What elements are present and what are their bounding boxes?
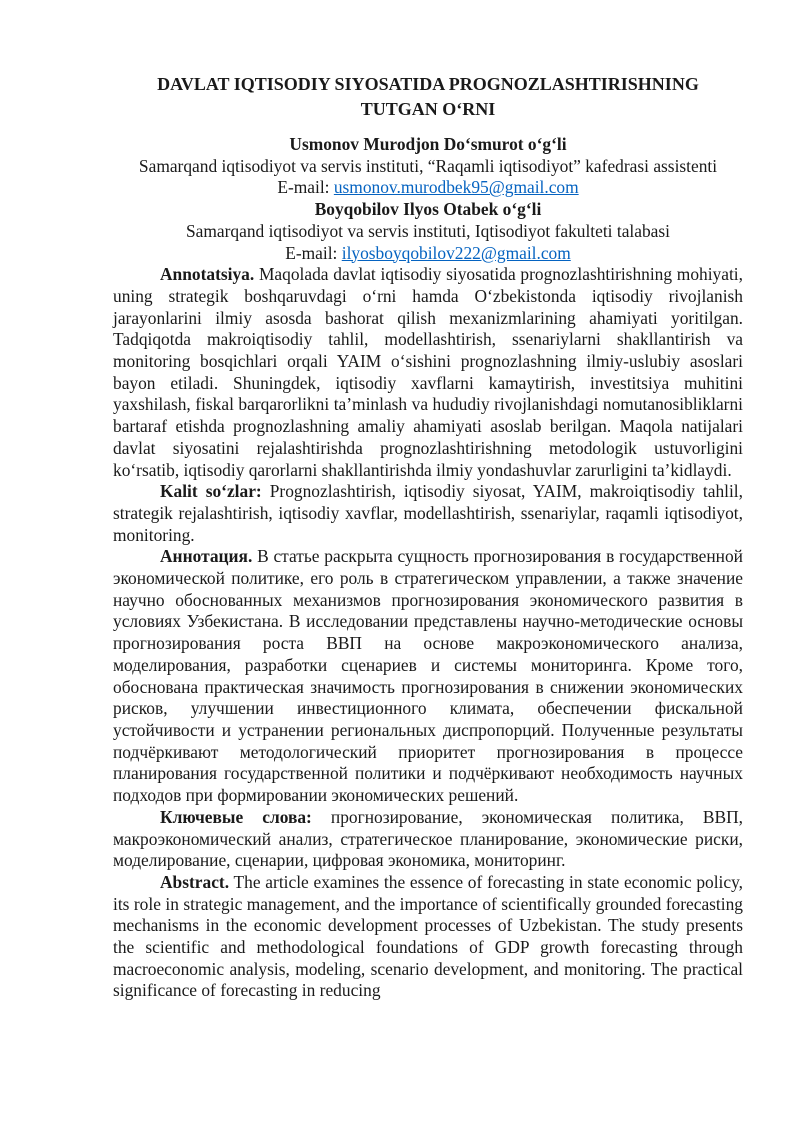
paper-title-line-1: DAVLAT IQTISODIY SIYOSATIDA PROGNOZLASHTIRISHNING (157, 74, 699, 94)
annotation-uz-label: Annotatsiya. (160, 264, 255, 285)
keywords-uz-label: Kalit soʻzlar: (160, 481, 262, 502)
author-1-email-link[interactable]: usmonov.murodbek95@gmail.com (333, 177, 579, 198)
keywords-ru-text: прогнозирование, экономическая политика, ВВП, макроэкономический анализ, стратегическое планирование, экономические риски, моделирование, сценарии, цифровая экономика, мониторинг. (113, 806, 743, 871)
author-2-email-link[interactable]: ilyosboyqobilov222@gmail.com (341, 242, 571, 263)
annotation-ru-text: В статье раскрыта сущность прогнозирования в государственной экономической политике, его роль в стратегическом управлении, а также значение научно обоснованных механизмов прогнозирования экономического развития в условиях Узбекистана. В исследовании представлены научно-методические основы прогнозирования роста ВВП на основе макроэкономического анализа, моделирования, разработки сценариев и системы мониторинга. Кроме того, обоснована практическая значимость прогнозирования в снижении экономических рисков, улучшении инвестиционного климата, обеспечении фискальной устойчивости и устранении региональных диспропорций. Полученные результаты подчёркивают методологический приоритет прогнозирования в процессе планирования государственной политики и подчёркивают необходимость научных подходов при формировании экономических решений. (113, 546, 743, 806)
paper-title (113, 72, 743, 122)
keywords-uz-paragraph (113, 481, 743, 546)
author-1-email-label: E-mail: (277, 177, 330, 198)
annotation-ru-paragraph (113, 546, 743, 806)
paper-title-line-2: TUTGAN OʻRNI (360, 99, 496, 119)
author-1-name: Usmonov Murodjon Doʻsmurot oʻgʻli (289, 134, 567, 154)
author-2-email-line (113, 243, 743, 265)
author-2-affiliation: Samarqand iqtisodiyot va servis instituti, Iqtisodiyot fakulteti talabasi (186, 220, 670, 241)
annotation-uz-paragraph (113, 264, 743, 481)
author-1-affiliation: Samarqand iqtisodiyot va servis instituti, “Raqamli iqtisodiyot” kafedrasi assistenti (138, 155, 718, 176)
author-1-email-line (113, 177, 743, 199)
annotation-ru-label: Аннотация. (160, 546, 253, 567)
keywords-ru-label: Ключевые слова: (160, 806, 312, 827)
annotation-uz-text: Maqolada davlat iqtisodiy siyosatida prognozlashtirishning mohiyati, uning strategik boshqaruvdagi oʻrni hamda Oʻzbekistonda iqtisodiy rivojlanish jarayonlarini ilmiy asosda bashorat qilish mexanizmlarining ahamiyati yoritilgan. Tadqiqotda makroiqtisodiy tahlil, modellashtirish, ssenariylarni shakllantirish va monitoring bosqichlari orqali YAIM oʻsishini prognozlashning ilmiy-uslubiy asoslari bayon etiladi. Shuningdek, iqtisodiy xavflarni kamaytirish, investitsiya muhitini yaxshilash, fiskal barqarorlikni ta’minlash va hududiy rivojlanishdagi nomutanosibliklarni bartaraf etishda prognozlashning amaliy ahamiyati asoslab berilgan. Maqola natijalari davlat siyosatini rejalashtirishda prognozlashtirishning metodologik ustuvorligini koʻrsatib, iqtisodiy qarorlarni shakllantirishda ilmiy yondashuvlar zarurligini ta’kidlaydi. (113, 264, 743, 480)
author-2-email-label: E-mail: (285, 242, 338, 263)
keywords-uz-text: Prognozlashtirish, iqtisodiy siyosat, YAIM, makroiqtisodiy tahlil, strategik rejalashtirish, iqtisodiy xavflar, modellashtirish, ssenariylar, raqamli iqtisodiyot, monitoring. (113, 481, 743, 545)
author-2-name: Boyqobilov Ilyos Otabek oʻgʻli (314, 199, 542, 220)
keywords-ru-paragraph (113, 807, 743, 872)
abstract-en-paragraph (113, 872, 743, 1002)
abstract-en-text: The article examines the essence of forecasting in state economic policy, its role in strategic management, and the importance of scientifically grounded forecasting mechanisms in the economic development processes of Uzbekistan. The study presents the scientific and methodological foundations of GDP growth forecasting through macroeconomic analysis, modeling, scenario development, and monitoring. The practical significance of forecasting in reducing (113, 871, 743, 1001)
abstract-en-label: Abstract. (160, 871, 230, 892)
